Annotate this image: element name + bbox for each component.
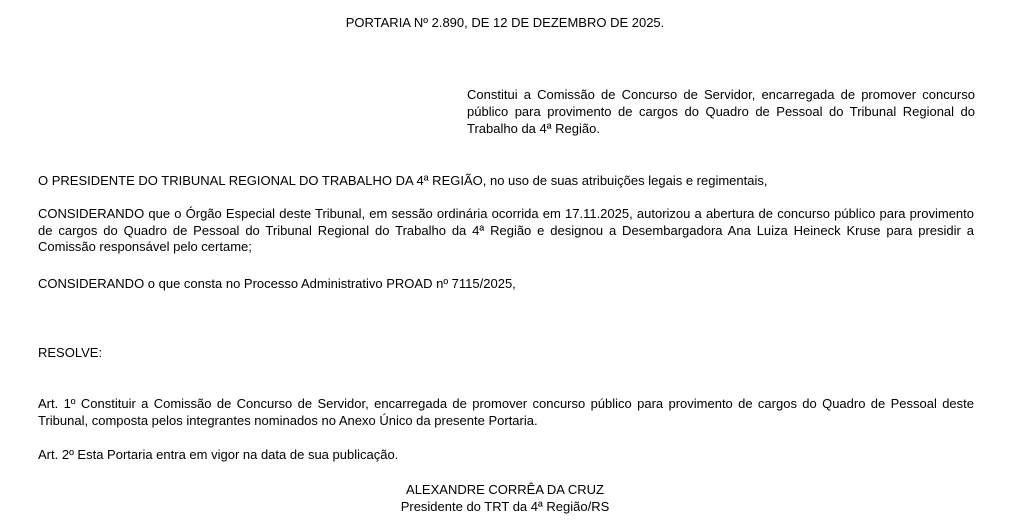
signature-name: ALEXANDRE CORRÊA DA CRUZ [406, 482, 604, 497]
resolve-heading: RESOLVE: [38, 345, 103, 360]
considerando-2: CONSIDERANDO o que consta no Processo Administrativo PROAD nº 7115/2025, [38, 276, 516, 291]
article-1: Art. 1º Constituir a Comissão de Concurso de Servidor, encarregada de promover concurso público para provimento de cargos do Quadro de Pessoal deste Tribunal, composta pelos integrantes nominados no Anexo Único da presente Portaria. [38, 396, 974, 428]
preambulo: O PRESIDENTE DO TRIBUNAL REGIONAL DO TRABALHO DA 4ª REGIÃO, no uso de suas atribuições legais e regimentais, [38, 173, 768, 188]
article-2: Art. 2º Esta Portaria entra em vigor na data de sua publicação. [38, 447, 399, 462]
document-title: PORTARIA Nº 2.890, DE 12 DE DEZEMBRO DE 2025. [345, 15, 665, 30]
considerando-1: CONSIDERANDO que o Órgão Especial deste Tribunal, em sessão ordinária ocorrida em 17.11.2025, autorizou a abertura de concurso público para provimento de cargos do Quadro de Pessoal do Tribunal Regional do Trabalho da 4ª Região e designou a Desembargadora Ana Luiza Heineck Kruse para presidir a Comissão responsável pelo certame; [38, 206, 974, 254]
signature-role: Presidente do TRT da 4ª Região/RS [400, 499, 610, 514]
ementa: Constitui a Comissão de Concurso de Servidor, encarregada de promover concurso público para provimento de cargos do Quadro de Pessoal do Tribunal Regional do Trabalho da 4ª Região. [467, 87, 975, 136]
